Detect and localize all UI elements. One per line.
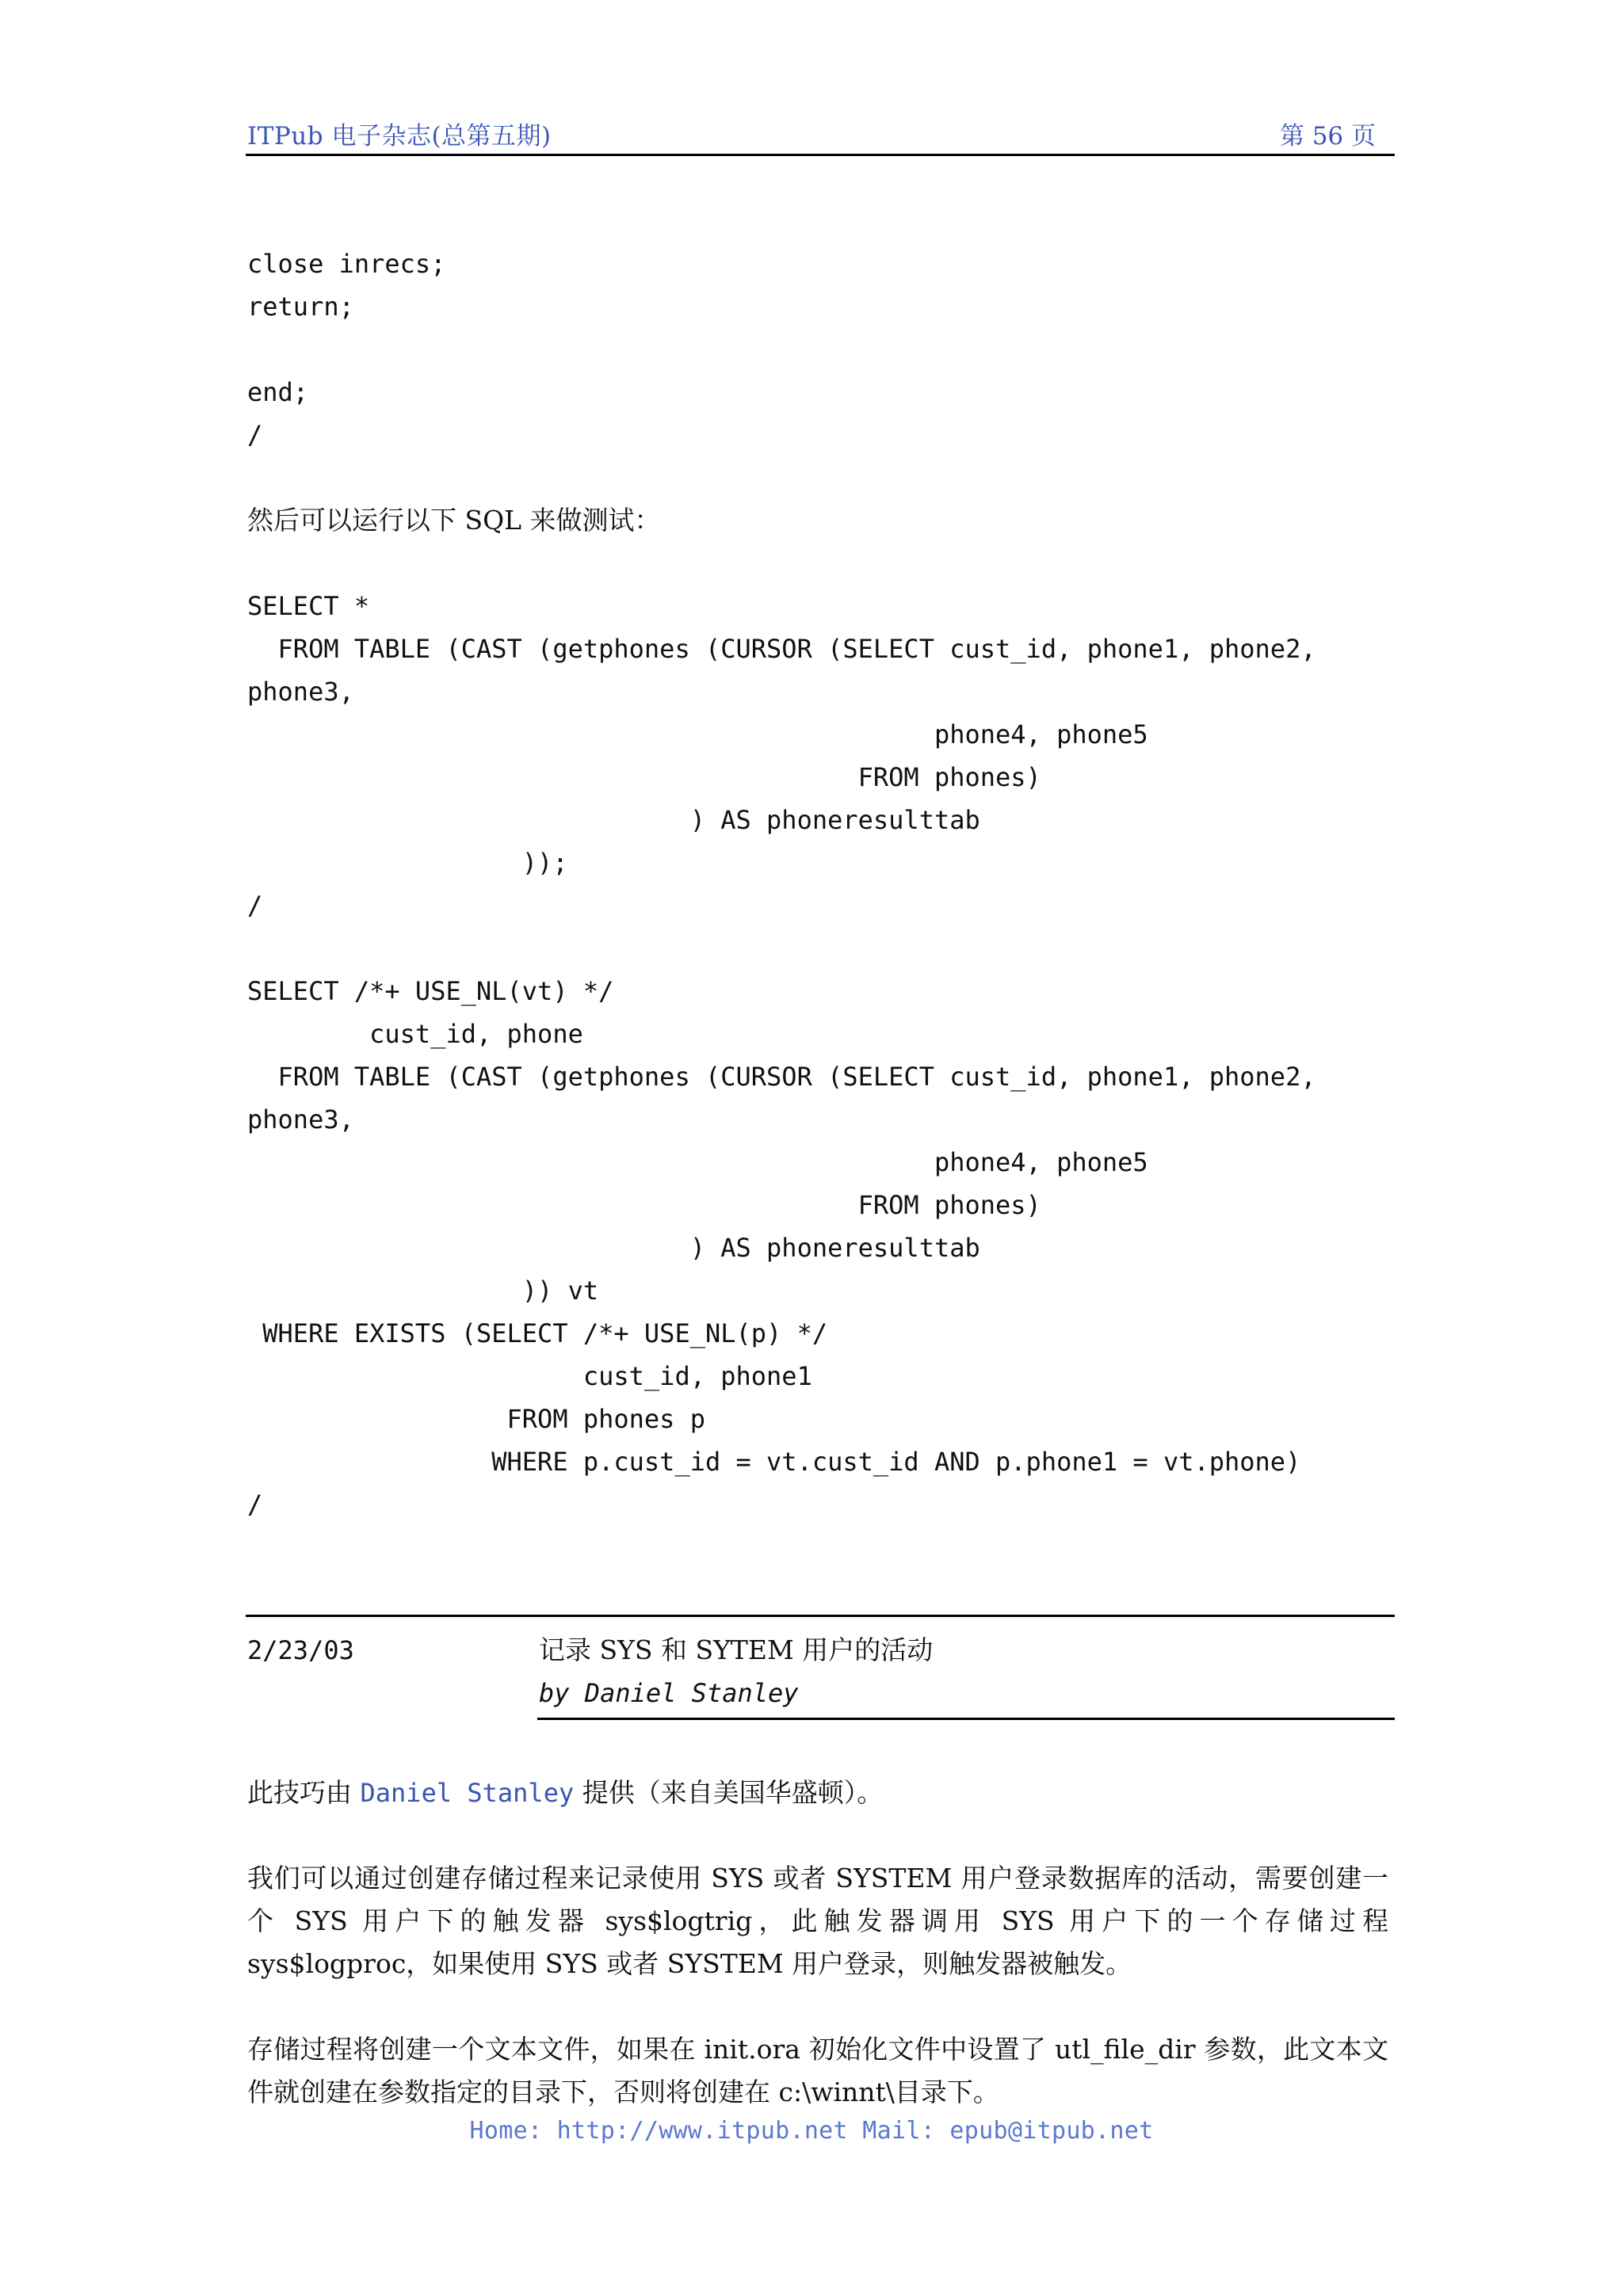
page-number: 第 56 页 bbox=[1279, 122, 1376, 151]
body-paragraph-trigger: 我们可以通过创建存储过程来记录使用 SYS 或者 SYSTEM 用户登录数据库的活动，需要创建一个 SYS 用户下的触发器 sys$logtrig，此触发器调用 SYS 用户下的一个存储过程 sys$logproc，如果使用 SYS 或者 SYSTEM 用户登录，则触发器被触发。 bbox=[247, 1863, 1388, 1979]
footer-links[interactable]: Home: http://www.itpub.net Mail: epub@itpub.net bbox=[469, 2117, 1154, 2145]
code-block-end-procedure: close inrecs; return; end; / bbox=[247, 249, 446, 450]
magazine-title: ITPub 电子杂志(总第五期) bbox=[247, 122, 552, 151]
page-footer bbox=[0, 2117, 1623, 2145]
intro-paragraph: 然后可以运行以下 SQL 来做测试： bbox=[247, 505, 661, 536]
page-header bbox=[246, 116, 1395, 156]
tip-header-rule-top bbox=[246, 1615, 1395, 1617]
tip-author: by Daniel Stanley bbox=[539, 1678, 799, 1708]
body-paragraph-file: 存储过程将创建一个文本文件，如果在 init.ora 初始化文件中设置了 utl_file_dir 参数，此文本文件就创建在参数指定的目录下，否则将创建在 c:\winnt\目录下。 bbox=[247, 2034, 1388, 2107]
credit-paragraph bbox=[247, 1772, 1388, 1814]
code-block-sql-test: SELECT * FROM TABLE (CAST (getphones (CURSOR (SELECT cust_id, phone1, phone2, phone3, phone4, phone5 FROM phones) ) AS phoneresulttab )); / SELECT /*+ USE_NL(vt) */ cust_id, phone FROM TABLE (CAST (getphones (CURSOR (SELECT cust_id, phone1, phone2, phone3, phone4, phone5 FROM phones) ) AS phoneresulttab )) vt WHERE EXISTS (SELECT /*+ USE_NL(p) */ cust_id, phone1 FROM phones p WHERE p.cust_id = vt.cust_id AND p.phone1 = vt.phone) / bbox=[247, 591, 1316, 1520]
tip-date: 2/23/03 bbox=[247, 1635, 354, 1665]
author-link[interactable]: Daniel Stanley bbox=[360, 1778, 575, 1808]
tip-header-rule-bottom bbox=[537, 1718, 1395, 1720]
credit-suffix: 提供（来自美国华盛顿）。 bbox=[574, 1777, 884, 1808]
tip-title: 记录 SYS 和 SYTEM 用户的活动 bbox=[539, 1634, 934, 1665]
credit-prefix: 此技巧由 bbox=[247, 1777, 361, 1808]
